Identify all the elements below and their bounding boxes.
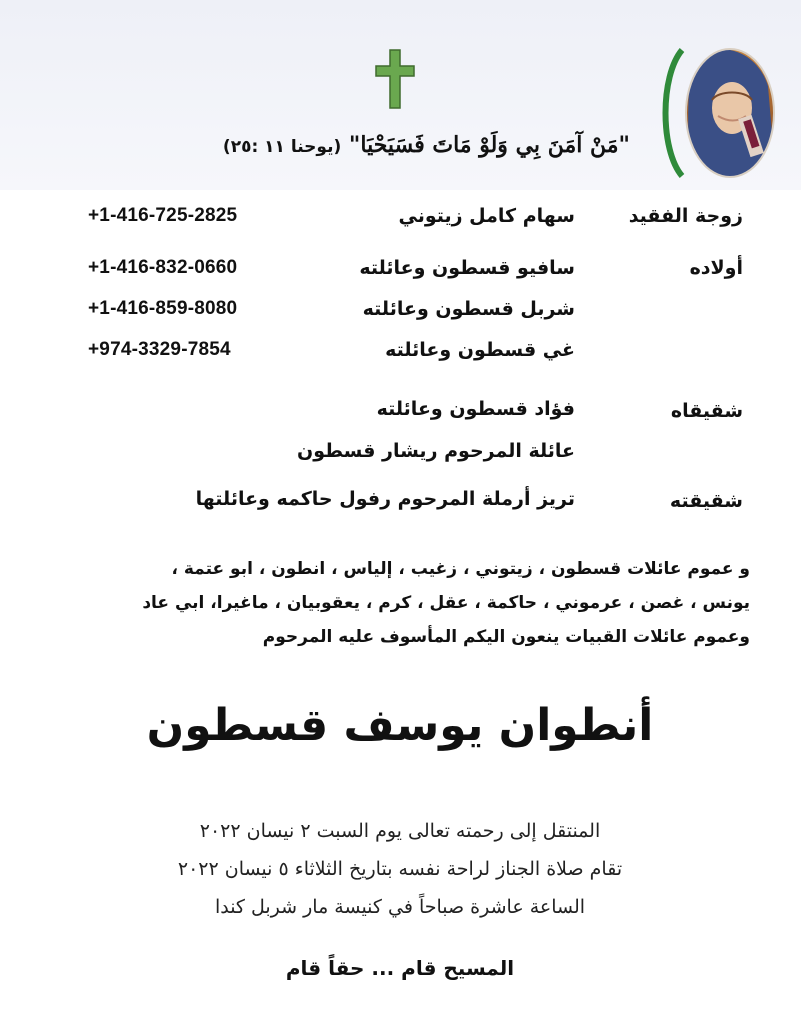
name-son-3: غي قسطون وعائلته [385,339,575,361]
phone-wife: +1-416-725-2825 [88,205,238,226]
families-paragraph [60,552,750,654]
label-sister: شقيقته [669,490,743,512]
madonna-image [658,46,778,180]
name-brother-1: فؤاد قسطون وعائلته [376,398,575,420]
funeral-announcement [80,812,720,926]
name-sister: تريز أرملة المرحوم رفول حاكمه وعائلتها [195,488,575,510]
verse-reference: (يوحنا ١١ :٢٥) [222,137,342,157]
name-wife: سهام كامل زيتوني [398,205,575,227]
name-brother-2: عائلة المرحوم ريشار قسطون [297,440,575,462]
phone-son-3: +974-3329-7854 [88,339,231,360]
announcement-line-1: المنتقل إلى رحمته تعالى يوم السبت ٢ نيسان ٢٠٢٢ [199,820,601,842]
announcement-line-2: تقام صلاة الجناز لراحة نفسه بتاريخ الثلاثاء ٥ نيسان ٢٠٢٢ [177,858,623,880]
verse-text: "مَنْ آمَنَ بِي وَلَوْ مَاتَ فَسَيَحْيَا" [348,132,630,158]
families-line-3: وعموم عائلات القبيات ينعون اليكم المأسوف عليه المرحوم [262,627,750,647]
families-line-1: و عموم عائلات قسطون ، زيتوني ، زغيب ، إلياس ، انطون ، ابو عتمة ، [171,559,750,579]
announcement-line-3: الساعة عاشرة صباحاً في كنيسة مار شربل كندا [214,896,586,918]
families-line-2: يونس ، غصن ، عرموني ، حاكمة ، عقل ، كرم ، يعقوبيان ، ماغيرا، ابي عاد [142,593,750,613]
deceased-name: أنطوان يوسف قسطون [146,700,654,751]
label-sons: أولاده [689,257,743,279]
name-son-2: شربل قسطون وعائلته [362,298,575,320]
name-son-1: سافيو قسطون وعائلته [359,257,575,279]
label-brothers: شقيقاه [670,400,743,422]
cross-icon [374,48,416,110]
closing-phrase: المسيح قام ... حقاً قام [285,956,515,980]
bible-verse [150,132,630,158]
label-wife: زوجة الفقيد [628,205,743,227]
phone-son-1: +1-416-832-0660 [88,257,238,278]
phone-son-2: +1-416-859-8080 [88,298,238,319]
